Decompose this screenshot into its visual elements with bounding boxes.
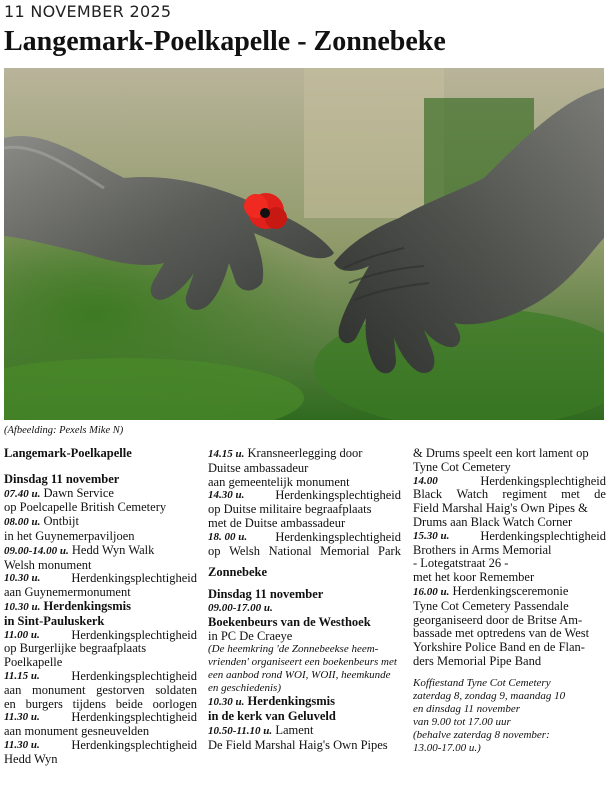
list-item-detail: Tyne Cot Cemetery <box>413 459 511 474</box>
list-item: 14.30 u. Herdenkingsplechtigheid <box>208 488 401 503</box>
note-line: van 9.00 tot 17.00 uur <box>413 715 511 728</box>
list-item: 10.50-11.10 u. Lament <box>208 722 314 737</box>
list-item-detail: - Lotegatstraat 26 - <box>413 556 509 571</box>
list-item: 11.15 u. Herdenkingsplechtigheid <box>4 668 197 683</box>
list-item-detail: ders Memorial Pipe Band <box>413 653 542 668</box>
column-langemark <box>4 447 197 767</box>
section-heading: Langemark-Poelkapelle <box>4 446 132 460</box>
note-line: zaterdag 8, zondag 9, maandag 10 <box>413 689 566 702</box>
list-item: 10.30 u. Herdenkingsmis <box>208 694 336 709</box>
list-item-note: en geschiedenis) <box>208 682 281 695</box>
list-item-note: (De heemkring 'de Zonnebeekse heem- <box>208 643 379 656</box>
note-line: 13.00-17.00 u.) <box>413 741 481 754</box>
note-line: (behalve zaterdag 8 november: <box>413 728 550 741</box>
column-zonnebeke <box>208 447 401 753</box>
list-item-detail: aan gemeentelijk monument <box>208 474 350 489</box>
list-item: 16.00 u. Herdenkingsceremonie <box>413 583 569 598</box>
list-item: 09.00-14.00 u. Hedd Wyn Walk <box>4 542 155 557</box>
day-heading: Dinsdag 11 november <box>208 587 324 602</box>
list-item-detail: Duitse ambassadeur <box>208 460 309 475</box>
list-item: 07.40 u. Dawn Service <box>4 485 114 500</box>
list-item-detail: Brothers in Arms Memorial <box>413 542 552 557</box>
list-item-detail: Black Watch regiment met de <box>413 487 606 502</box>
list-item-detail: in Sint-Pauluskerk <box>4 613 105 628</box>
page-title: Langemark-Poelkapelle - Zonnebeke <box>4 26 446 57</box>
list-item: 18. 00 u. Herdenkingsplechtigheid <box>208 529 401 544</box>
list-item-detail: Field Marshal Haig's Own Pipes & <box>413 501 588 516</box>
list-item-detail: op Duitse militaire begraafplaats <box>208 502 372 517</box>
list-item-detail: in PC De Craeye <box>208 628 293 643</box>
list-item-detail: op Burgerlijke begraafplaats <box>4 641 147 656</box>
list-item: 15.30 u. Herdenkingsplechtigheid <box>413 528 606 543</box>
list-item: 11.00 u. Herdenkingsplechtigheid <box>4 627 197 642</box>
column-zonnebeke-continued <box>413 447 606 755</box>
list-item-note: vrienden' organiseert een boekenbeurs met <box>208 656 397 669</box>
list-item-detail: met het koor Remember <box>413 570 535 585</box>
list-item-detail: Drums aan Black Watch Corner <box>413 514 573 529</box>
list-item: 14.00 Herdenkingsplechtigheid <box>413 473 606 488</box>
list-item-detail: aan monument gesneuvelden <box>4 724 150 739</box>
note-line: en dinsdag 11 november <box>413 702 521 715</box>
article-photo <box>4 68 604 420</box>
list-item: 11.30 u. Herdenkingsplechtigheid <box>4 737 197 752</box>
list-item-time: 09.00-17.00 u. <box>208 601 273 614</box>
list-item: 10.30 u. Herdenkingsmis <box>4 598 132 613</box>
section-heading: Zonnebeke <box>208 565 268 580</box>
list-item-title: Boekenbeurs van de Westhoek <box>208 614 371 629</box>
list-item: 11.30 u. Herdenkingsplechtigheid <box>4 710 197 725</box>
list-item-detail: met de Duitse ambassadeur <box>208 515 346 530</box>
list-item-detail: & Drums speelt een kort lament op <box>413 446 589 460</box>
list-item-detail: op Welsh National Memorial Park <box>208 543 401 558</box>
day-heading: Dinsdag 11 november <box>4 471 120 486</box>
list-item-detail: in de kerk van Geluveld <box>208 709 336 724</box>
list-item-detail: in het Guynemerpaviljoen <box>4 528 135 543</box>
list-item-detail: Hedd Wyn <box>4 751 58 766</box>
list-item-note: een aanbod rond WOI, WOII, heemkunde <box>208 669 391 682</box>
list-item-detail: op Poelcapelle British Cemetery <box>4 500 167 515</box>
list-item-detail: aan Guynemermonument <box>4 585 131 600</box>
issue-date: 11 NOVEMBER 2025 <box>4 2 172 21</box>
list-item: 08.00 u. Ontbijt <box>4 514 79 529</box>
hands-poppy-illustration <box>4 68 604 420</box>
note-line: Koffiestand Tyne Cot Cemetery <box>413 676 551 689</box>
list-item: 10.30 u. Herdenkingsplechtigheid <box>4 571 197 586</box>
list-item-detail: en burgers tijdens beide oorlogen <box>4 696 197 711</box>
list-item-detail: georganiseerd door de Britse Am- <box>413 612 583 627</box>
list-item: 14.15 u. Kransneerlegging door <box>208 446 363 460</box>
list-item-detail: bassade met optredens van de West <box>413 626 590 641</box>
list-item-detail: Tyne Cot Cemetery Passendale <box>413 598 569 613</box>
photo-caption: (Afbeelding: Pexels Mike N) <box>4 425 124 436</box>
list-item-detail: aan monument gestorven soldaten <box>4 682 197 697</box>
list-item-detail: Poelkapelle <box>4 655 63 670</box>
list-item-detail: Yorkshire Police Band en de Flan- <box>413 640 585 655</box>
list-item-detail: De Field Marshal Haig's Own Pipes <box>208 737 388 752</box>
list-item-detail: Welsh monument <box>4 557 92 572</box>
